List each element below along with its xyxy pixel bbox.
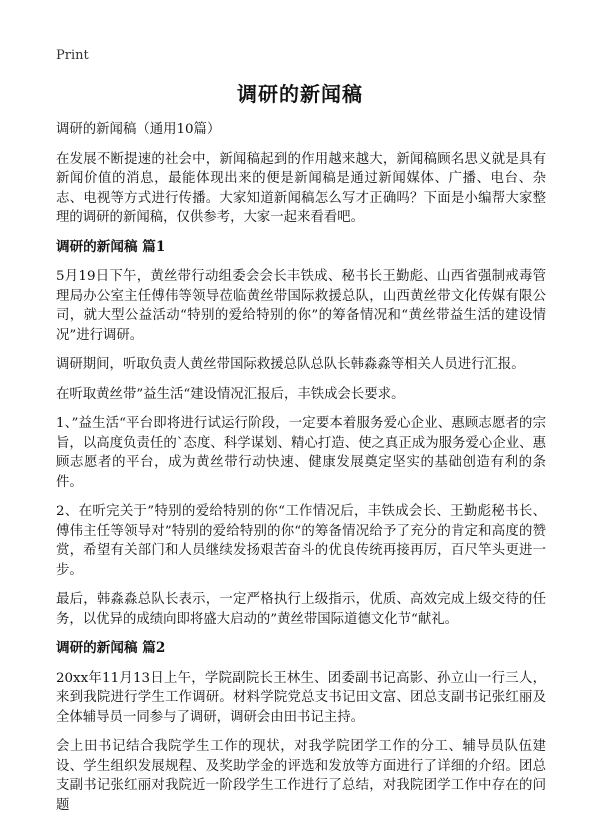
paragraph: 1、”益生活“平台即将进行试运行阶段，一定要本着服务爱心企业、惠顾志愿者的宗旨，以高度负责任的`态度、科学谋划、精心打造、使之真正成为服务爱心企业、惠顾志愿者的平台，成为黄丝带行动快速、健康发展奠定坚实的基础创造有利的条件。 — [56, 416, 546, 490]
paragraph: 最后，韩淼淼总队长表示，一定严格执行上级指示，优质、高效完成上级交待的任务，以优异的成绩向即将盛大启动的”黄丝带国际道德文化节“献礼。 — [56, 592, 546, 627]
paragraph: 20xx年11月13日上午，学院副院长王林生、团委副书记高影、孙立山一行三人，来到我院进行学生工作调研。材料学院党总支书记田文富、团总支副书记张红丽及全体辅导员一同参与了调研，调研会由田书记主持。 — [56, 670, 546, 725]
print-label[interactable]: Print — [56, 48, 89, 63]
article-subtitle: 调研的新闻稿（通用10篇） — [56, 122, 221, 137]
paragraph: 会上田书记结合我院学生工作的现状，对我学院团学工作的分工、辅导员队伍建设、学生组织发展规程、及奖助学金的评选和发放等方面进行了详细的介绍。团总支副书记张红丽对我院近一阶段学生工作进行了总结，对我院团学工作中存在的问题 — [56, 739, 546, 813]
section-heading: 调研的新闻稿 篇2 — [56, 640, 166, 656]
paragraph: 在听取黄丝带”益生活“建设情况汇报后，丰铁成会长要求。 — [56, 386, 405, 402]
section-heading: 调研的新闻稿 篇1 — [56, 238, 166, 255]
paragraph: 2、在听完关于”特别的爱给特别的你“工作情况后，丰铁成会长、王勤彪秘书长、傅伟主任等领导对”特别的爱给特别的你“的筹备情况给予了充分的肯定和高度的赞赏，希望有关部门和人员继续发扬艰苦奋斗的优良传统再接再厉，百尺竿头更进一步。 — [56, 504, 546, 578]
page-title: 调研的新闻稿 — [237, 82, 363, 106]
intro-paragraph: 在发展不断提速的社会中，新闻稿起到的作用越来越大，新闻稿顾名思义就是具有新闻价值的消息，最能体现出来的便是新闻稿是通过新闻媒体、广播、电台、杂志、电视等方式进行传播。大家知道新闻稿怎么写才正确吗？下面是小编帮大家整理的调研的新闻稿，仅供参考，大家一起来看看吧。 — [56, 151, 546, 225]
paragraph: 调研期间，听取负责人黄丝带国际救援总队总队长韩淼淼等相关人员进行汇报。 — [56, 357, 525, 372]
article-body — [56, 120, 546, 825]
paragraph: 5月19日下午，黄丝带行动组委会会长丰铁成、秘书长王勤彪、山西省强制戒毒管理局办公室主任傅伟等领导莅临黄丝带国际救援总队，山西黄丝带文化传媒有限公司，就大型公益活动“特别的爱给特别的你”的筹备情况和“黄丝带益生活的建设情况”进行调研。 — [56, 269, 546, 343]
